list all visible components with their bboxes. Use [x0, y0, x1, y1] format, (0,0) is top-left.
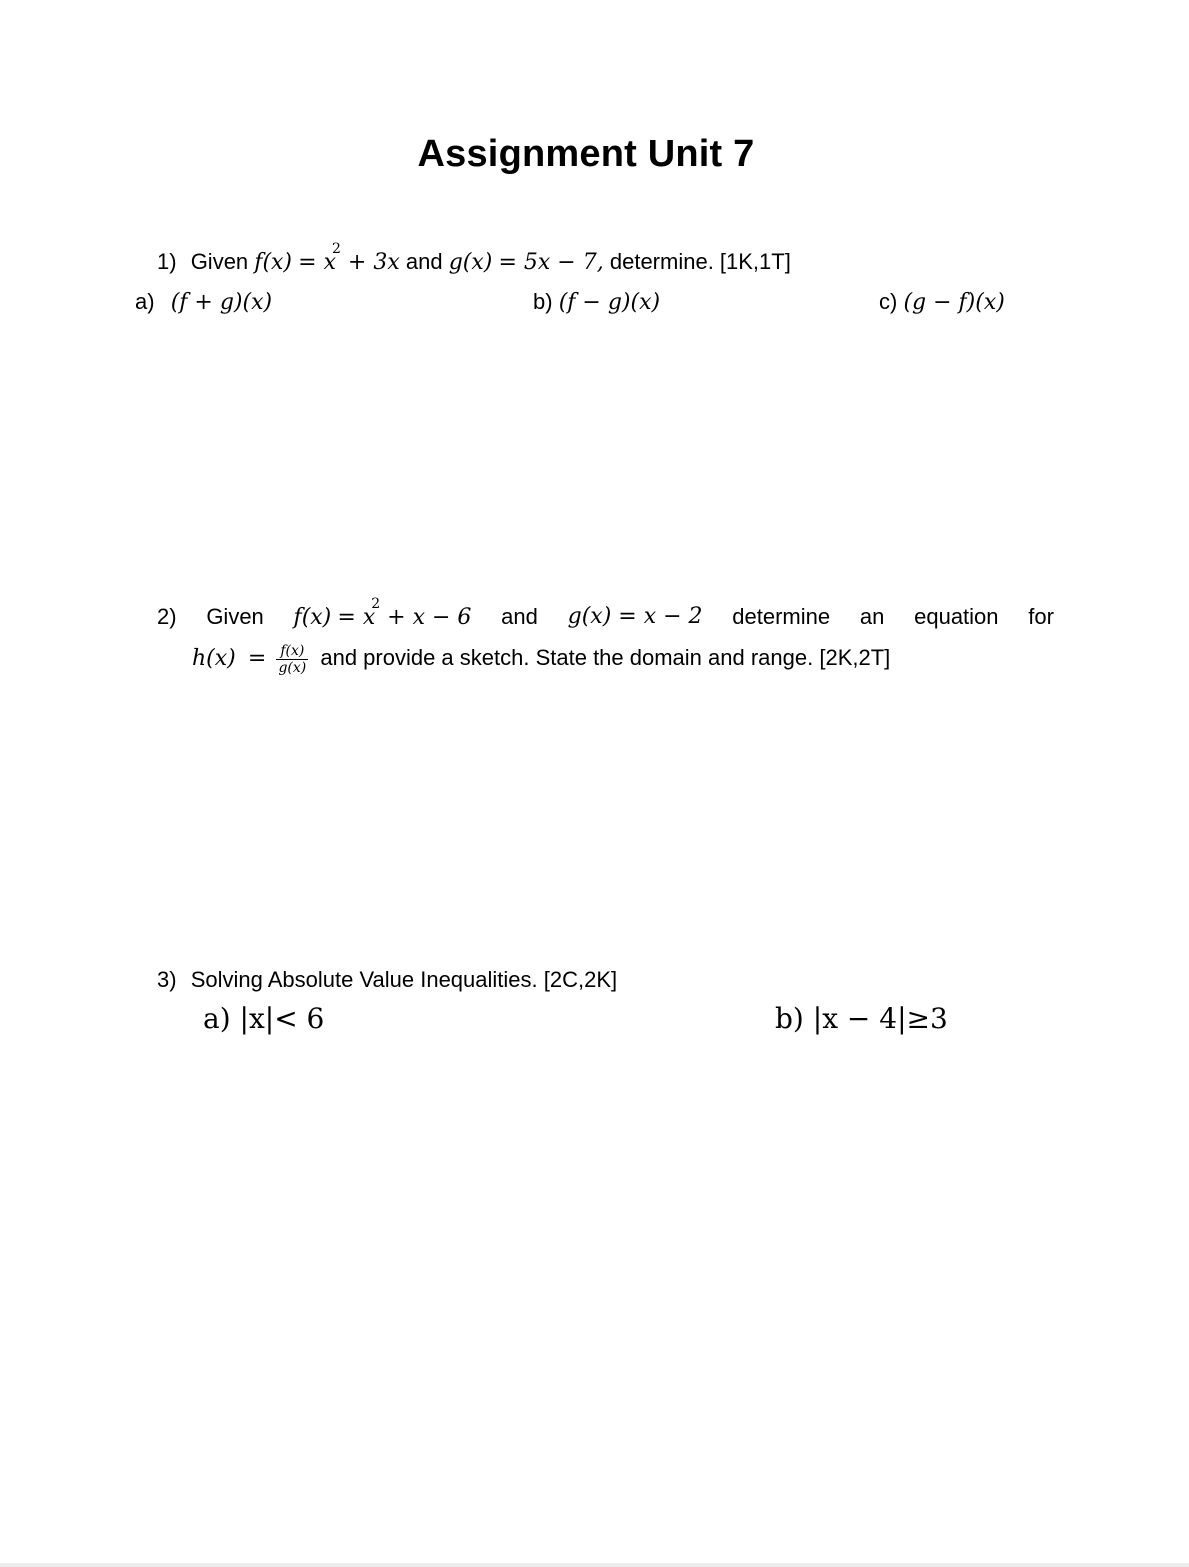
q2-g-eq: g(x) = x − 2	[567, 604, 703, 629]
q3-part-b	[775, 1002, 948, 1036]
question-3-number: 3)	[157, 967, 177, 992]
q1-part-a	[135, 288, 272, 317]
q3-part-a-expr: |x|< 6	[239, 1002, 325, 1035]
question-2-continuation: h(x) = $\frac{f(x)}{g(x)}$ and provide a sketch. State the domain and range. [2K,2T]	[192, 642, 891, 676]
question-1-number: 1)	[157, 249, 177, 274]
q1-part-a-label: a)	[135, 289, 155, 314]
question-3-statement: 3) Solving Absolute Value Inequalities. [2C,2K]	[157, 967, 618, 992]
q2-fraction-denominator: g(x)	[278, 659, 307, 676]
q1-part-b-expr: (f − g)(x)	[558, 290, 661, 315]
q1-part-c	[879, 288, 1005, 317]
q1-part-b	[533, 288, 660, 317]
q3-part-a	[203, 1002, 324, 1036]
q2-f-lhs: f(x)	[293, 605, 332, 630]
q1-part-b-label: b)	[533, 289, 553, 314]
page-bottom-edge	[0, 1563, 1189, 1567]
question-2-statement: 2) Given $f(x) = x^2 + x - 6$ and g(x) = x − 2 determine an equation for	[157, 603, 1054, 634]
page-title: Assignment Unit 7	[417, 133, 755, 175]
q1-f-lhs: f(x)	[254, 250, 293, 275]
q1-g-lhs: g(x)	[448, 250, 493, 275]
q1-part-c-expr: (g − f)(x)	[903, 290, 1005, 315]
q2-h-lhs: h(x)	[192, 646, 236, 671]
q2-fraction	[276, 643, 308, 676]
q1-part-a-expr: (f + g)(x)	[170, 290, 273, 315]
question-1-statement: 1) Given $f(x) = x^2 + 3x$ and g(x) = 5x − 7, determine. [1K,1T]	[157, 241, 791, 275]
q3-part-b-expr: |x − 4|≥3	[812, 1002, 948, 1035]
q1-part-c-label: c)	[879, 289, 898, 314]
question-2-number: 2)	[157, 604, 177, 629]
q3-part-a-label: a)	[203, 1002, 231, 1035]
q3-part-b-label: b)	[775, 1002, 804, 1035]
q2-fraction-numerator: f(x)	[276, 643, 308, 660]
